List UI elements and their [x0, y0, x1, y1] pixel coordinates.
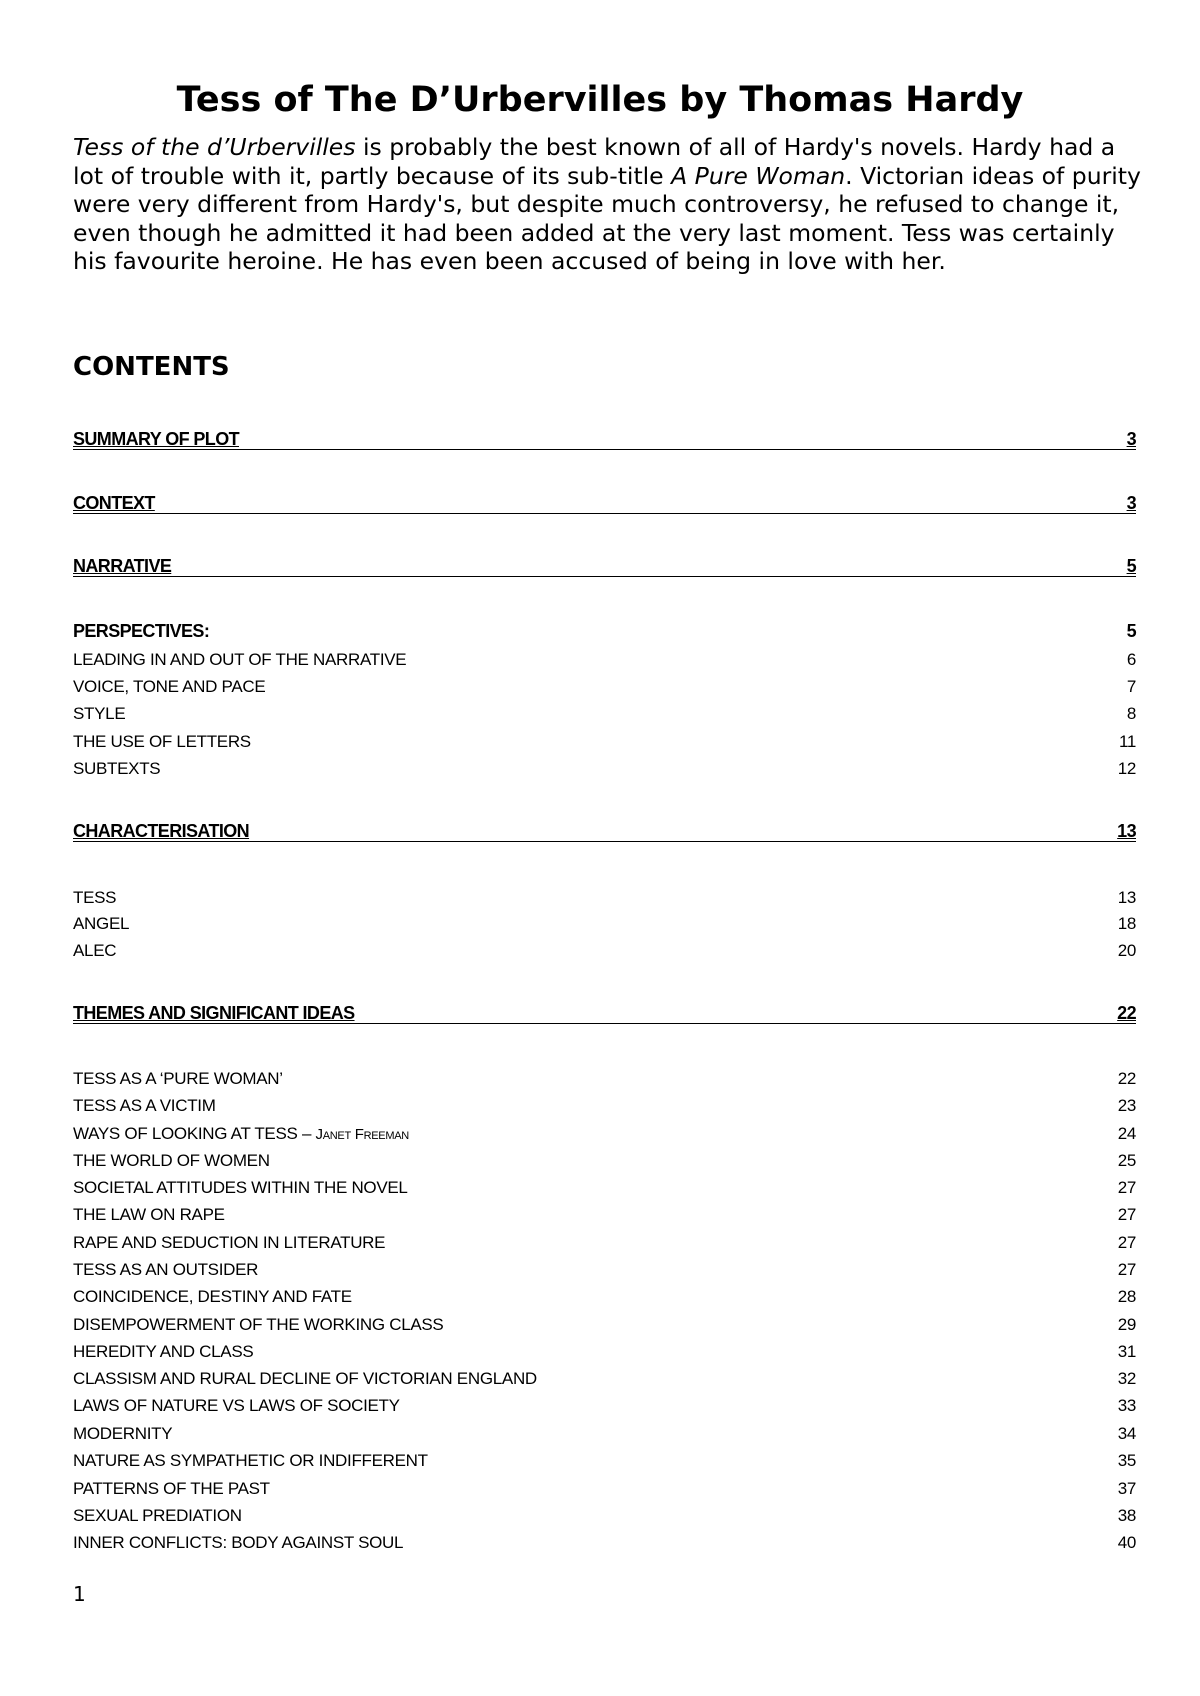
- toc-label: ANGEL: [73, 914, 130, 933]
- toc-page: 38: [1117, 1506, 1136, 1525]
- toc-label: TESS AS A VICTIM: [73, 1096, 216, 1115]
- toc-page: 27: [1117, 1260, 1136, 1279]
- toc-link-style[interactable]: [73, 703, 1136, 725]
- document-title: Tess of The D’Urbervilles by Thomas Hardy: [176, 80, 1024, 120]
- toc-label: ALEC: [73, 941, 117, 960]
- toc-label: NARRATIVE: [73, 556, 172, 576]
- toc-link-ways-of-looking[interactable]: [73, 1123, 1136, 1146]
- toc-label: STYLE: [73, 704, 126, 723]
- toc-page: 24: [1117, 1124, 1136, 1143]
- toc-link-modernity[interactable]: [73, 1423, 1136, 1445]
- toc-page: 29: [1117, 1315, 1136, 1334]
- toc-page: 27: [1117, 1178, 1136, 1197]
- toc-link-societal[interactable]: [73, 1177, 1136, 1199]
- toc-label: PERSPECTIVES:: [73, 621, 210, 641]
- toc-link-outsider[interactable]: [73, 1259, 1136, 1281]
- toc-link-summary[interactable]: [73, 429, 1136, 450]
- toc-link-context[interactable]: [73, 493, 1136, 514]
- intro-subtitle: A Pure Woman: [671, 161, 846, 190]
- toc-page: 3: [1126, 493, 1136, 513]
- toc-page: 37: [1117, 1479, 1136, 1498]
- toc-link-coincidence[interactable]: [73, 1286, 1136, 1308]
- toc-page: 12: [1117, 759, 1136, 778]
- toc-page: 27: [1117, 1205, 1136, 1224]
- toc-label: NATURE AS SYMPATHETIC OR INDIFFERENT: [73, 1451, 428, 1470]
- toc-label: [73, 1123, 409, 1146]
- toc-link-disempowerment[interactable]: [73, 1314, 1136, 1336]
- toc-label: THE LAW ON RAPE: [73, 1205, 225, 1224]
- toc-label: RAPE AND SEDUCTION IN LITERATURE: [73, 1233, 386, 1252]
- toc-page: 5: [1126, 621, 1136, 641]
- toc-link-perspectives[interactable]: [73, 620, 1136, 642]
- toc-link-nature-sym[interactable]: [73, 1450, 1136, 1472]
- toc-label: LAWS OF NATURE VS LAWS OF SOCIETY: [73, 1396, 400, 1415]
- toc-link-patterns[interactable]: [73, 1478, 1136, 1500]
- toc-page: 31: [1117, 1342, 1136, 1361]
- toc-label: SOCIETAL ATTITUDES WITHIN THE NOVEL: [73, 1178, 408, 1197]
- toc-link-pure-woman[interactable]: [73, 1068, 1136, 1090]
- toc-label: THE USE OF LETTERS: [73, 732, 251, 751]
- toc-label: COINCIDENCE, DESTINY AND FATE: [73, 1287, 352, 1306]
- toc-page: 32: [1117, 1369, 1136, 1388]
- toc-link-heredity[interactable]: [73, 1341, 1136, 1363]
- toc-link-alec[interactable]: [73, 940, 1136, 962]
- toc-label: DISEMPOWERMENT OF THE WORKING CLASS: [73, 1315, 444, 1334]
- toc-label: PATTERNS OF THE PAST: [73, 1479, 270, 1498]
- page-number: 1: [73, 1582, 86, 1606]
- toc-label: HEREDITY AND CLASS: [73, 1342, 254, 1361]
- toc-page: 13: [1117, 888, 1136, 907]
- contents-heading: CONTENTS: [73, 352, 230, 382]
- toc-link-themes[interactable]: [73, 1003, 1136, 1024]
- toc-label: INNER CONFLICTS: BODY AGAINST SOUL: [73, 1533, 404, 1552]
- intro-text-part2: . Victorian ideas of purity were very different from Hardy's, but despite much controversy, he refused to change it, even though he admitted it had been added at the very last moment. Tess was certainly his favourite heroine. He has even been accused of being in love with her.: [73, 161, 1141, 275]
- toc-link-angel[interactable]: [73, 913, 1136, 935]
- toc-page: 7: [1126, 677, 1136, 696]
- intro-text-part1: is probably the best known of all of Hardy's novels. Hardy had a lot of trouble with it, partly because of its sub-title: [73, 133, 1116, 190]
- toc-page: 8: [1126, 704, 1136, 723]
- toc-link-world-women[interactable]: [73, 1150, 1136, 1172]
- toc-page: 28: [1117, 1287, 1136, 1306]
- toc-link-narrative[interactable]: [73, 556, 1136, 577]
- toc-label: VOICE, TONE AND PACE: [73, 677, 266, 696]
- toc-label: LEADING IN AND OUT OF THE NARRATIVE: [73, 650, 407, 669]
- toc-page: 40: [1117, 1533, 1136, 1552]
- toc-link-characterisation[interactable]: [73, 821, 1136, 842]
- toc-page: 3: [1126, 429, 1136, 449]
- toc-label: SUBTEXTS: [73, 759, 161, 778]
- toc-page: 11: [1118, 732, 1136, 751]
- toc-label: TESS AS AN OUTSIDER: [73, 1260, 259, 1279]
- toc-page: 22: [1117, 1069, 1136, 1088]
- toc-page: 5: [1126, 556, 1136, 576]
- toc-page: 35: [1117, 1451, 1136, 1470]
- toc-link-sexual[interactable]: [73, 1505, 1136, 1527]
- toc-label-main: WAYS OF LOOKING AT TESS –: [73, 1124, 316, 1143]
- toc-link-law-rape[interactable]: [73, 1204, 1136, 1226]
- toc-page: 33: [1117, 1396, 1136, 1415]
- intro-paragraph: [73, 133, 1143, 276]
- toc-page: 25: [1117, 1151, 1136, 1170]
- toc-label: CHARACTERISATION: [73, 821, 250, 841]
- toc-page: 18: [1117, 914, 1136, 933]
- toc-link-classism[interactable]: [73, 1368, 1136, 1390]
- toc-label-author: Janet Freeman: [315, 1126, 409, 1143]
- toc-label: SUMMARY OF PLOT: [73, 429, 239, 449]
- toc-page: 22: [1117, 1003, 1136, 1023]
- toc-label: MODERNITY: [73, 1424, 173, 1443]
- toc-label: SEXUAL PREDIATION: [73, 1506, 242, 1525]
- toc-link-victim[interactable]: [73, 1095, 1136, 1117]
- toc-label: TESS AS A ‘PURE WOMAN’: [73, 1069, 283, 1088]
- toc-page: 34: [1117, 1424, 1136, 1443]
- toc-page: 13: [1117, 821, 1136, 841]
- toc-link-tess[interactable]: [73, 887, 1136, 909]
- toc-link-subtexts[interactable]: [73, 758, 1136, 780]
- toc-link-voice[interactable]: [73, 676, 1136, 698]
- toc-label: CLASSISM AND RURAL DECLINE OF VICTORIAN ENGLAND: [73, 1369, 537, 1388]
- intro-book-title: Tess of the d’Urbervilles: [73, 133, 356, 161]
- toc-label: TESS: [73, 888, 117, 907]
- toc-page: 27: [1117, 1233, 1136, 1252]
- toc-page: 6: [1126, 650, 1136, 669]
- toc-page: 20: [1117, 941, 1136, 960]
- toc-label: THEMES AND SIGNIFICANT IDEAS: [73, 1003, 355, 1023]
- toc-link-inner[interactable]: [73, 1532, 1136, 1554]
- toc-link-laws-nature[interactable]: [73, 1395, 1136, 1417]
- toc-label: CONTEXT: [73, 493, 155, 513]
- toc-page: 23: [1117, 1096, 1136, 1115]
- toc-link-letters[interactable]: [73, 731, 1136, 753]
- toc-label: THE WORLD OF WOMEN: [73, 1151, 270, 1170]
- toc-link-rape-lit[interactable]: [73, 1232, 1136, 1254]
- toc-link-leading[interactable]: [73, 649, 1136, 671]
